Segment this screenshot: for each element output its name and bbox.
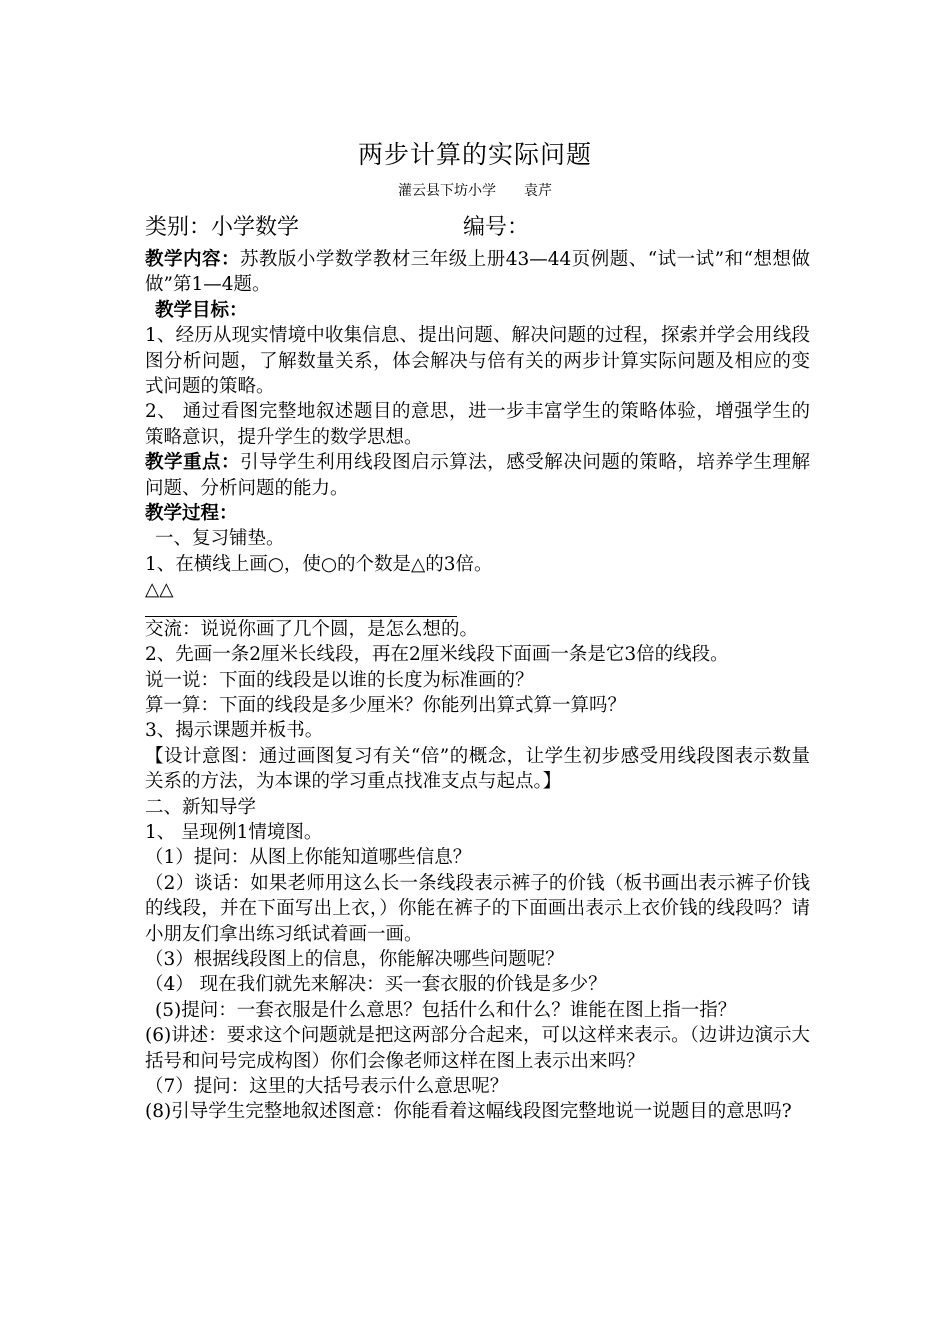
question-3: （3）根据线段图上的信息，你能解决哪些问题呢？ [145, 948, 564, 970]
teaching-process-label: 教学过程： [145, 503, 238, 525]
school-name: 灌云县下坊小学 [398, 183, 496, 199]
triangles: △△ [145, 579, 174, 601]
teaching-content-label: 教学内容： [145, 249, 240, 270]
say-prompt: 说一说：下面的线段是以谁的长度为标准画的？ [145, 669, 534, 691]
question-4: （4） 现在我们就先来解决：买一套衣服的价钱是多少？ [145, 974, 607, 996]
question-5: (5)提问：一套衣服是什么意思？包括什么和什么？谁能在图上指一指？ [155, 999, 737, 1021]
section-2-item-1: 1、 呈现例1情境图。 [145, 821, 323, 843]
category-field [145, 210, 299, 241]
goal-1: 1、经历从现实情境中收集信息、提出问题、解决问题的过程，探索并学会用线段图分析问题，了解数量关系，体会解决与倍有关的两步计算实际问题及相应的变式问题的策略。 [145, 325, 810, 398]
section-1-item-3: 3、揭示课题并板书。 [145, 720, 324, 742]
section-1-item-1: 1、在横线上画○，使○的个数是△的3倍。 [145, 553, 493, 575]
goal-2: 2、 通过看图完整地叙述题目的意思，进一步丰富学生的策略体验，增强学生的策略意识，提升学生的数学思想。 [145, 401, 810, 448]
question-6: (6)讲述：要求这个问题就是把这两部分合起来，可以这样来表示。（边讲边演示大括号和问号完成构图）你们会像老师这样在图上表示出来吗？ [145, 1025, 810, 1072]
author-line [0, 180, 950, 200]
teaching-focus-text: 引导学生利用线段图启示算法，感受解决问题的策略，培养学生理解问题、分析问题的能力。 [145, 452, 810, 499]
question-1: （1）提问：从图上你能知道哪些信息？ [145, 847, 472, 869]
calc-prompt: 算一算：下面的线段是多少厘米？你能列出算式算一算吗？ [145, 694, 627, 716]
section-2-heading: 二、新知导学 [145, 796, 257, 818]
category-value: 小学数学 [211, 215, 300, 240]
lesson-body [145, 247, 810, 1125]
exchange-prompt: 交流：说说你画了几个圆，是怎么想的。 [145, 618, 479, 640]
number-label: 编号： [463, 215, 530, 240]
author-name: 袁芹 [524, 183, 552, 199]
spacer [145, 603, 810, 613]
section-1-heading: 一、复习铺垫。 [155, 528, 285, 550]
category-label: 类别： [145, 215, 212, 240]
teaching-focus [145, 450, 810, 501]
question-2: （2）谈话：如果老师用这么长一条线段表示裤子的价钱（板书画出表示裤子价钱的线段，并在下面写出上衣，）你能在裤子的下面画出表示上衣价钱的线段吗？请小朋友们拿出练习纸试着画一画。 [145, 872, 810, 945]
question-8: (8)引导学生完整地叙述图意：你能看着这幅线段图完整地说一说题目的意思吗? [145, 1101, 792, 1123]
teaching-content-text: 苏教版小学数学教材三年级上册43—44页例题、“试一试”和“想想做做”第1—4题。 [145, 249, 810, 296]
section-1-item-2: 2、先画一条2厘米长线段，再在2厘米线段下面画一条是它3倍的线段。 [145, 644, 729, 666]
design-intent: 【设计意图：通过画图复习有关“倍”的概念，让学生初步感受用线段图表示数量关系的方法，为本课的学习重点找准支点与起点。】 [145, 745, 810, 793]
teaching-goals-label: 教学目标： [155, 299, 248, 321]
page-title: 两步计算的实际问题 [357, 140, 592, 169]
teaching-content [145, 247, 810, 298]
question-7: （7）提问：这里的大括号表示什么意思呢？ [145, 1076, 509, 1097]
teaching-focus-label: 教学重点： [145, 452, 241, 474]
number-field [463, 210, 529, 241]
